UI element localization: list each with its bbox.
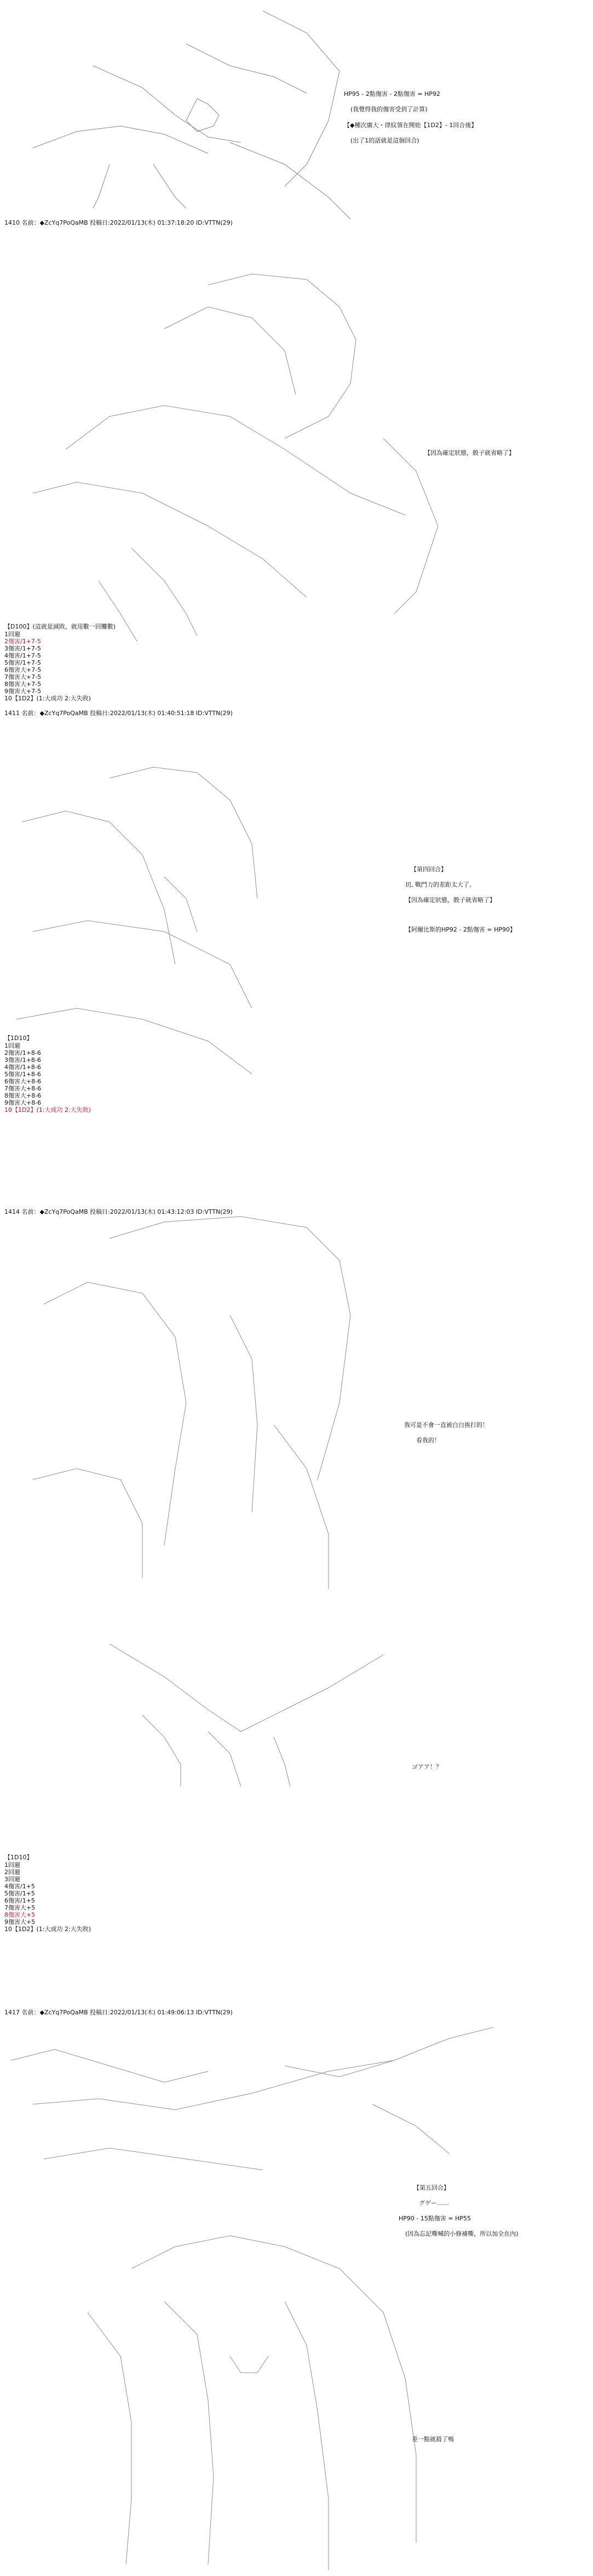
list-item: 1回避 bbox=[4, 631, 20, 638]
scene1-line-4: (出了1的話就是這個回合) bbox=[350, 137, 419, 144]
list-item: 5傷害/1+5 bbox=[4, 1890, 35, 1897]
caption-1414-3: ゴアア！？ bbox=[412, 1763, 442, 1770]
art-scene-6 bbox=[11, 2027, 493, 2170]
list-item: 2回避 bbox=[4, 1869, 20, 1876]
caption-1414-1: 我可是不會一直被白白挨打的！ bbox=[404, 1421, 488, 1429]
caption-1417-5: 差一點就殺了嗎 bbox=[412, 2436, 454, 2443]
scene1-line-2: (我覺得我的傷害受到了計算) bbox=[350, 106, 428, 113]
list-item: 6傷害/1+5 bbox=[4, 1897, 35, 1904]
list-item: 1回避 bbox=[4, 1042, 20, 1049]
list-item: 3傷害/1+7-5 bbox=[4, 645, 41, 652]
caption-1410: 【因為確定狀態，骰子就省略了】 bbox=[424, 449, 515, 456]
scene1-line-3: 【◆種次廣大・律紋領在開始【1D2】- 1回合後】 bbox=[344, 122, 477, 129]
list-item: 4傷害/1+7-5 bbox=[4, 652, 41, 659]
list-item: 10【1D2】(1:大成功 2:大失敗) bbox=[4, 1106, 91, 1113]
list-item: 6傷害大+8-6 bbox=[4, 1078, 42, 1085]
caption-1411-1: 【第四回合】 bbox=[411, 866, 447, 873]
caption-1411-4: 【阿爾比斯的HP92 - 2點傷害 = HP90】 bbox=[405, 926, 516, 933]
list-item: 8傷害大+5 bbox=[4, 1911, 36, 1918]
list-item: 7傷害大+7-5 bbox=[4, 673, 42, 681]
result-list-1414 bbox=[4, 1861, 91, 1933]
post-header-1411: 1411 名前：◆ZcYq7PoQaMB 投稿日:2022/01/13(木) 01:40:51:18 ID:VTTN(29) bbox=[4, 710, 233, 717]
art-scene-3 bbox=[16, 767, 257, 1074]
result-list-1411 bbox=[4, 1042, 91, 1113]
list-item: 10【1D2】(1:大成功 2:大失敗) bbox=[4, 695, 91, 702]
post-header-1410: 1410 名前：◆ZcYq7PoQaMB 投稿日:2022/01/13(木) 01:37:18:20 ID:VTTN(29) bbox=[4, 219, 233, 226]
caption-1411-3: 【因為確定狀態，骰子就省略了】 bbox=[405, 896, 496, 904]
list-title-1410: 【D100】(這就是減敗，就用數一回攤數) bbox=[4, 623, 116, 630]
list-item: 1回避 bbox=[4, 1861, 20, 1869]
list-item: 7傷害大+8-6 bbox=[4, 1085, 42, 1092]
caption-1411-2: 切, 戰鬥力的差距太大了。 bbox=[405, 881, 475, 888]
list-item: 3回避 bbox=[4, 1876, 20, 1883]
list-title-1414: 【1D10】 bbox=[4, 1854, 33, 1861]
post-header-1414: 1414 名前：◆ZcYq7PoQaMB 投稿日:2022/01/13(木) 01:43:12:03 ID:VTTN(29) bbox=[4, 1208, 233, 1215]
list-item: 6傷害大+7-5 bbox=[4, 666, 42, 673]
list-item: 4傷害/1+5 bbox=[4, 1883, 35, 1890]
caption-1417-3: HP90 - 15點傷害 = HP55 bbox=[399, 2215, 471, 2222]
art-scene-4 bbox=[33, 1216, 350, 1589]
list-title-1411: 【1D10】 bbox=[4, 1035, 33, 1042]
list-item: 5傷害/1+7-5 bbox=[4, 659, 41, 666]
caption-1414-2: 看我的！ bbox=[416, 1437, 440, 1444]
list-item: 8傷害大+7-5 bbox=[4, 681, 42, 688]
art-scene-7 bbox=[88, 2236, 416, 2570]
list-item: 8傷害大+8-6 bbox=[4, 1092, 42, 1099]
caption-1417-2: グゲー…… bbox=[419, 2200, 449, 2207]
scene1-line-1: HP95 - 2點傷害 - 2點傷害 = HP92 bbox=[344, 90, 440, 98]
list-item: 7傷害大+5 bbox=[4, 1904, 36, 1911]
list-item: 10【1D2】(1:大成功 2:大失敗) bbox=[4, 1926, 91, 1933]
art-scene-1 bbox=[33, 11, 350, 219]
caption-1417-1: 【第五回合】 bbox=[413, 2184, 450, 2191]
list-item: 2傷害/1+8-6 bbox=[4, 1049, 41, 1056]
list-item: 5傷害/1+8-6 bbox=[4, 1071, 41, 1078]
list-item: 4傷害/1+8-6 bbox=[4, 1064, 41, 1071]
art-scene-2 bbox=[33, 274, 438, 641]
post-header-1417: 1417 名前：◆ZcYq7PoQaMB 投稿日:2022/01/13(木) 01:49:06:13 ID:VTTN(29) bbox=[4, 2009, 233, 2016]
art-scene-5 bbox=[110, 1644, 383, 1786]
list-item: 9傷害大+5 bbox=[4, 1918, 36, 1926]
list-item: 2傷害/1+7-5 bbox=[4, 638, 41, 645]
result-list-1410 bbox=[4, 631, 91, 702]
caption-1417-4: (因為忘記嘶喊的小修補嘶，所以加全在內) bbox=[405, 2230, 519, 2237]
list-item: 9傷害大+8-6 bbox=[4, 1099, 42, 1106]
list-item: 9傷害大+7-5 bbox=[4, 688, 42, 695]
list-item: 3傷害/1+8-6 bbox=[4, 1056, 41, 1064]
